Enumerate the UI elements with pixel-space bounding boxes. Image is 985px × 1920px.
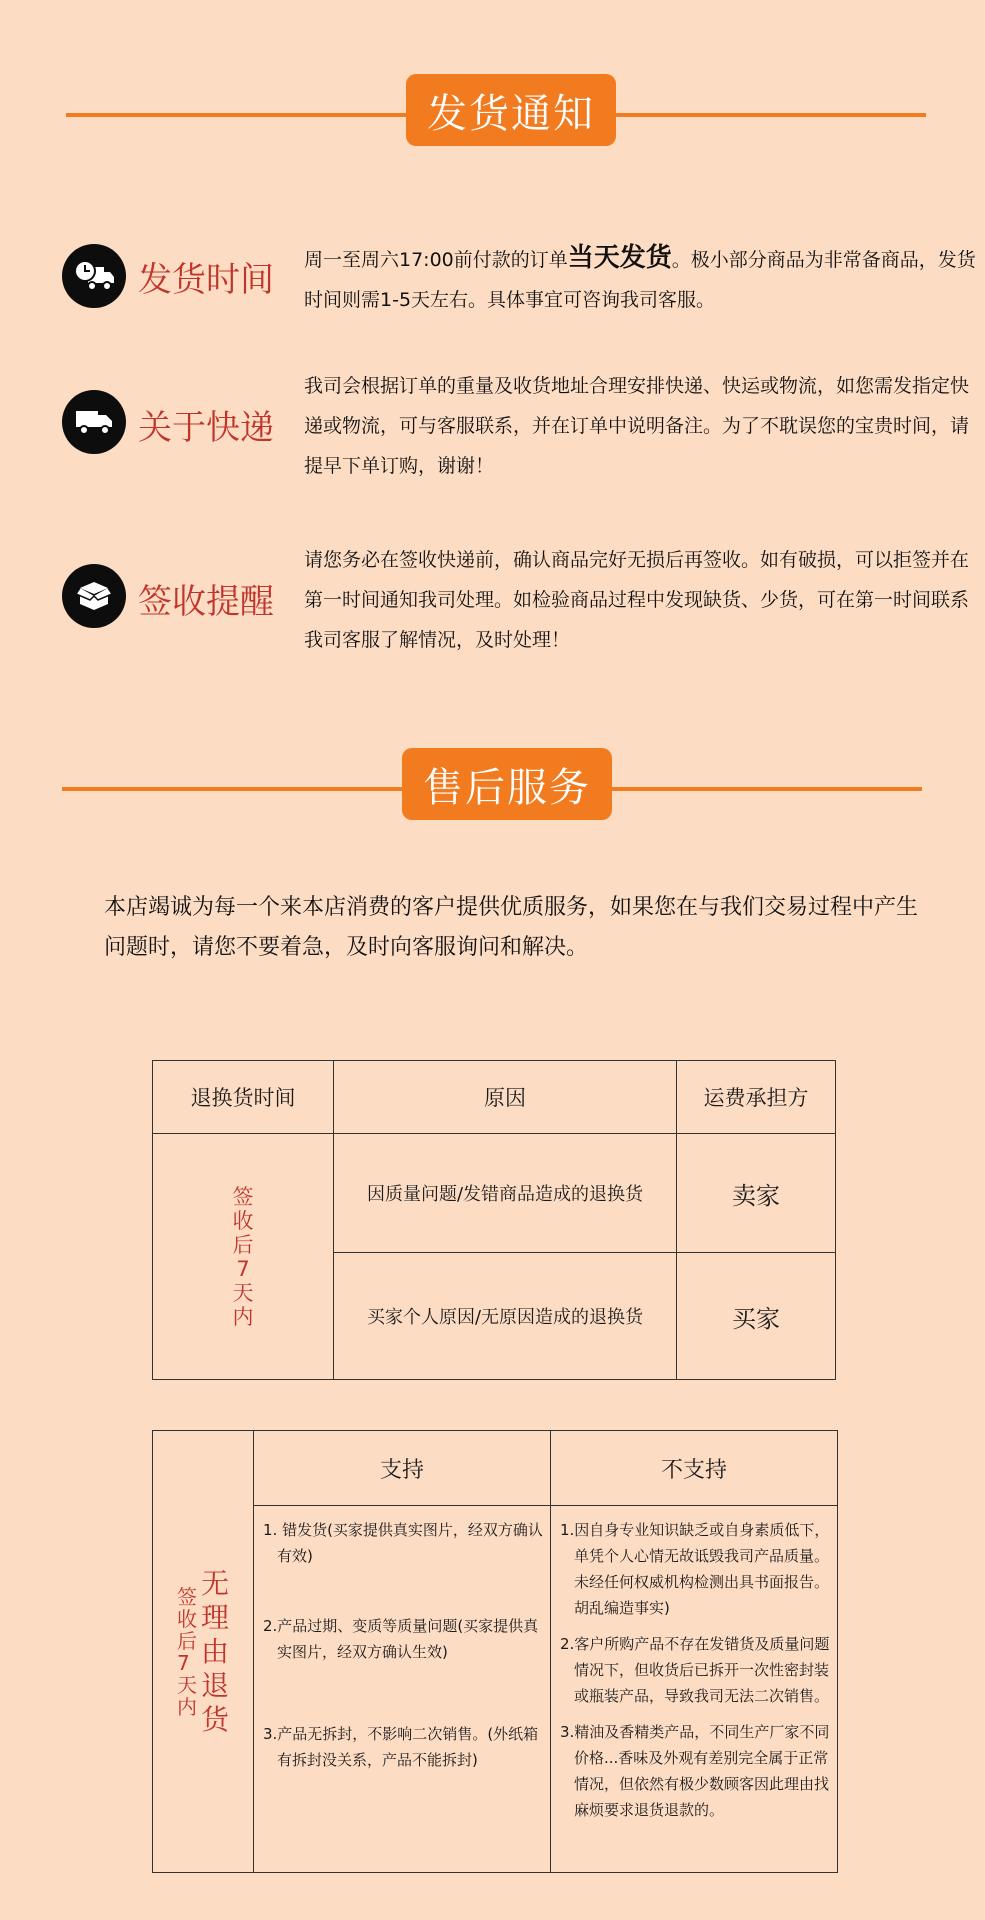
no-reason-return-table	[152, 1430, 838, 1873]
payer-cell: 卖家	[677, 1134, 836, 1253]
list-item: 1.因自身专业知识缺乏或自身素质低下，单凭个人心情无故诋毁我司产品质量。未经任何权威机构检测出具书面报告。胡乱编造事实)	[560, 1521, 830, 1617]
list-item: 1. 错发货(买家提供真实图片，经双方确认有效)	[263, 1521, 543, 1565]
not-support-cell	[551, 1506, 838, 1873]
shipping-time-row	[62, 242, 976, 332]
payer-cell: 买家	[677, 1253, 836, 1380]
receipt-reminder-desc: 请您务必在签收快递前，确认商品完好无损后再签收。如有破损，可以拒签并在第一时间通知我司处理。如检验商品过程中发现缺货、少货，可在第一时间联系我司客服了解情况，及时处理！	[304, 549, 970, 651]
no-reason-side-cell	[153, 1431, 254, 1873]
list-item: 2.客户所购产品不存在发错货及质量问题情况下，但收货后已拆开一次性密封装或瓶装产品，导致我司无法二次销售。	[560, 1635, 830, 1705]
receipt-reminder-title: 签收提醒	[138, 582, 274, 622]
courier-desc: 我司会根据订单的重量及收货地址合理安排快递、快运或物流，如您需发指定快递或物流，可与客服联系，并在订单中说明备注。为了不耽误您的宝贵时间，请提早下单订购，谢谢！	[304, 375, 970, 477]
receipt-reminder-row	[62, 549, 970, 684]
truck-icon	[62, 390, 126, 454]
table-row	[153, 1134, 836, 1253]
reason-cell: 买家个人原因/无原因造成的退换货	[334, 1253, 677, 1380]
return-period-text: 签收后7天内	[232, 1184, 254, 1329]
desc-text: 周一至周六17:00前付款的订单	[304, 249, 568, 271]
list-item: 3.产品无拆封，不影响二次销售。(外纸箱有拆封没关系，产品不能拆封)	[263, 1725, 539, 1769]
list-item: 3.精油及香精类产品，不同生产厂家不同价格...香味及外观有差别完全属于正常情况，但依然有极少数顾客因此理由找麻烦要求退货退款的。	[560, 1723, 830, 1819]
shipping-notice-header	[0, 74, 985, 154]
courier-row	[62, 375, 970, 510]
header-not-support: 不支持	[551, 1431, 838, 1506]
shipping-time-desc	[304, 238, 984, 320]
period-small-text: 签收后7天内	[177, 1584, 197, 1719]
header-reason: 原因	[334, 1061, 677, 1134]
after-sales-intro: 本店竭诚为每一个来本店消费的客户提供优质服务，如果您在与我们交易过程中产生问题时，请您不要着急，及时向客服询问和解决。	[104, 895, 919, 960]
table-header-row	[153, 1431, 838, 1506]
divider-left	[62, 787, 402, 791]
list-item: 2.产品过期、变质等质量问题(买家提供真实图片，经双方确认生效)	[263, 1617, 539, 1661]
table-row	[153, 1506, 838, 1873]
same-day-emphasis: 当天发货	[567, 243, 672, 273]
header-shipping-payer: 运费承担方	[677, 1061, 836, 1134]
table-header-row	[153, 1061, 836, 1134]
reason-cell: 因质量问题/发错商品造成的退换货	[334, 1134, 677, 1253]
shipping-time-title: 发货时间	[138, 260, 274, 300]
courier-title: 关于快递	[138, 408, 274, 448]
support-cell	[254, 1506, 551, 1873]
divider-right	[610, 787, 922, 791]
no-reason-big-text: 无理由退货	[201, 1566, 230, 1736]
divider-left	[66, 113, 406, 117]
return-period-cell	[153, 1134, 334, 1380]
header-support: 支持	[254, 1431, 551, 1506]
return-policy-table	[152, 1060, 836, 1380]
desc-text: 。极小部分商品为非常备商品，发货时间则需1-5天左右。具体事宜可咨询我司客服。	[304, 249, 976, 311]
divider-right	[614, 113, 926, 117]
after-sales-title: 售后服务	[402, 748, 612, 820]
shipping-notice-title: 发货通知	[406, 74, 616, 146]
header-return-period: 退换货时间	[153, 1061, 334, 1134]
clock-truck-icon	[62, 244, 126, 308]
box-icon	[62, 564, 126, 628]
after-sales-header	[0, 748, 985, 828]
